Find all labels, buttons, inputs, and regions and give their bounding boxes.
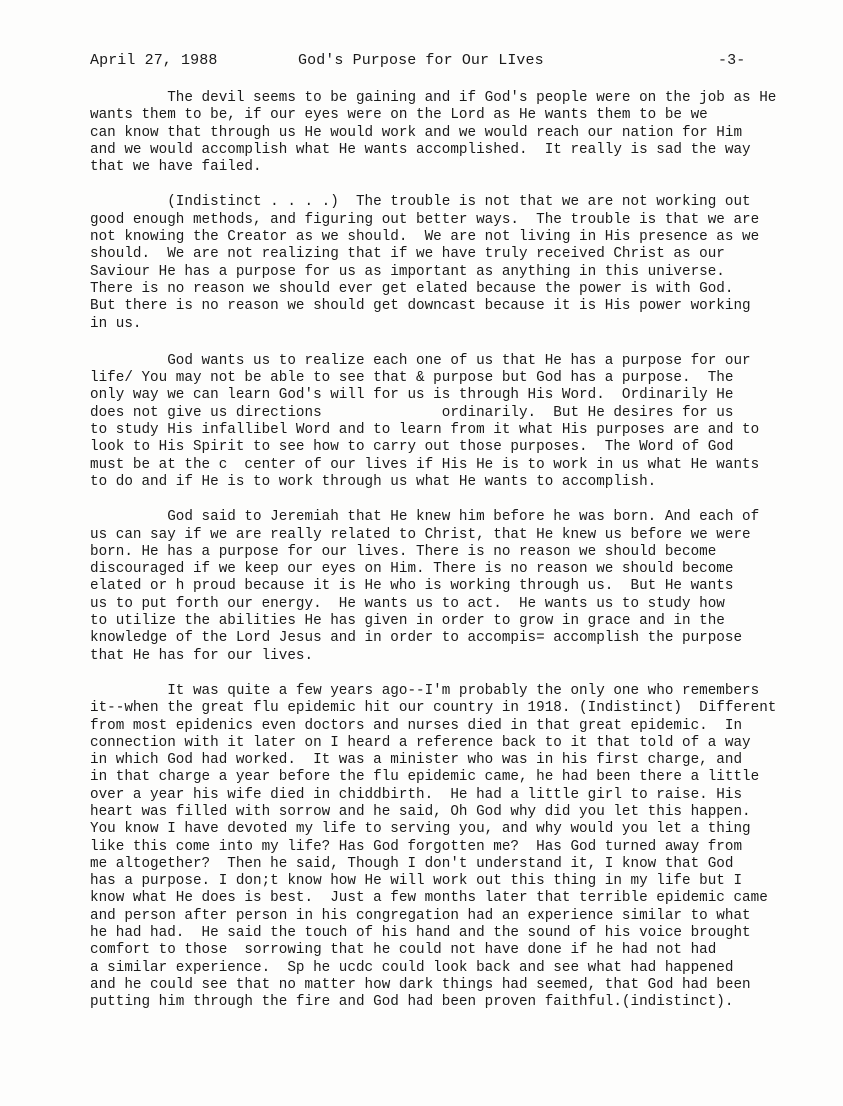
text-line: There is no reason we should ever get elated because the power is with God.: [90, 280, 734, 297]
text-line: God said to Jeremiah that He knew him before he was born. And each of: [90, 509, 760, 526]
text-line: heart was filled with sorrow and he said, Oh God why did you let this happen.: [90, 803, 751, 820]
paragraph: [90, 194, 770, 332]
text-line: that we have failed.: [90, 159, 262, 176]
text-line: good enough methods, and figuring out better ways. The trouble is that we are: [90, 211, 760, 228]
paragraph: [90, 353, 770, 491]
text-line: putting him through the fire and God had been proven faithful.(indistinct).: [90, 994, 734, 1011]
header-date: April 27, 1988: [90, 52, 218, 69]
text-line: life/ You may not be able to see that & purpose but God has a purpose. The: [90, 370, 734, 387]
text-line: know what He does is best. Just a few months later that terrible epidemic came: [90, 890, 768, 907]
text-line: from most epidenics even doctors and nurses died in that great epidemic. In: [90, 717, 743, 734]
text-line: comfort to those sorrowing that he could not have done if he had not had: [90, 942, 717, 959]
text-line: and we would accomplish what He wants accomplished. It really is sad the way: [90, 141, 751, 158]
text-line: discouraged if we keep our eyes on Him. There is no reason we should become: [90, 561, 734, 578]
text-line: only way we can learn God's will for us is through His Word. Ordinarily He: [90, 387, 734, 404]
text-line: that He has for our lives.: [90, 647, 314, 664]
text-line: in that charge a year before the flu epidemic came, he had been there a little: [90, 769, 760, 786]
text-line: born. He has a purpose for our lives. There is no reason we should become: [90, 543, 717, 560]
text-line: to utilize the abilities He has given in order to grow in grace and in the: [90, 613, 725, 630]
text-line: connection with it later on I heard a reference back to it that told of a way: [90, 734, 751, 751]
page-header: [90, 52, 750, 72]
text-line: has a purpose. I don;t know how He will work out this thing in my life but I: [90, 873, 743, 890]
text-line: It was quite a few years ago--I'm probably the only one who remembers: [90, 682, 760, 699]
text-line: he had had. He said the touch of his hand and the sound of his voice brought: [90, 925, 751, 942]
text-line: (Indistinct . . . .) The trouble is not that we are not working out: [90, 194, 751, 211]
paragraph: [90, 682, 777, 1012]
text-line: over a year his wife died in chiddbirth. He had a little girl to raise. His: [90, 786, 743, 803]
text-line: to study His infallibel Word and to learn from it what His purposes are and to: [90, 422, 760, 439]
text-line: does not give us directions ordinarily. But He desires for us: [90, 404, 734, 421]
text-line: look to His Spirit to see how to carry out those purposes. The Word of God: [90, 439, 734, 456]
paragraph: [90, 90, 777, 176]
text-line: in which God had worked. It was a minister who was in his first charge, and: [90, 752, 743, 769]
text-line: to do and if He is to work through us what He wants to accomplish.: [90, 473, 657, 490]
paragraph: [90, 509, 770, 665]
text-line: knowledge of the Lord Jesus and in order to accompis= accomplish the purpose: [90, 630, 743, 647]
text-line: elated or h proud because it is He who is working through us. But He wants: [90, 578, 734, 595]
text-line: us to put forth our energy. He wants us to act. He wants us to study how: [90, 595, 725, 612]
text-line: God wants us to realize each one of us that He has a purpose for our: [90, 352, 751, 369]
text-line: But there is no reason we should get downcast because it is His power working: [90, 298, 751, 315]
text-line: Saviour He has a purpose for us as important as anything in this universe.: [90, 263, 725, 280]
text-line: and person after person in his congregation had an experience similar to what: [90, 907, 751, 924]
text-line: wants them to be, if our eyes were on the Lord as He wants them to be we: [90, 107, 708, 124]
text-line: must be at the c center of our lives if His He is to work in us what He wants: [90, 456, 760, 473]
text-line: The devil seems to be gaining and if God's people were on the job as He: [90, 90, 777, 106]
text-line: should. We are not realizing that if we have truly received Christ as our: [90, 246, 725, 263]
text-line: a similar experience. Sp he ucdc could look back and see what had happened: [90, 959, 734, 976]
text-line: and he could see that no matter how dark things had seemed, that God had been: [90, 976, 751, 993]
text-line: not knowing the Creator as we should. We are not living in His presence as we: [90, 229, 760, 246]
page-number: -3-: [718, 52, 746, 69]
text-line: us can say if we are really related to Christ, that He knew us before we were: [90, 526, 751, 543]
text-line: can know that through us He would work and we would reach our nation for Him: [90, 124, 743, 141]
header-title: God's Purpose for Our LIves: [298, 52, 544, 69]
document-body: [90, 90, 777, 1030]
text-line: me altogether? Then he said, Though I don't understand it, I know that God: [90, 855, 734, 872]
text-line: You know I have devoted my life to serving you, and why would you let a thing: [90, 821, 751, 838]
text-line: like this come into my life? Has God forgotten me? Has God turned away from: [90, 838, 743, 855]
text-line: it--when the great flu epidemic hit our country in 1918. (Indistinct) Different: [90, 700, 777, 717]
text-line: in us.: [90, 315, 142, 332]
